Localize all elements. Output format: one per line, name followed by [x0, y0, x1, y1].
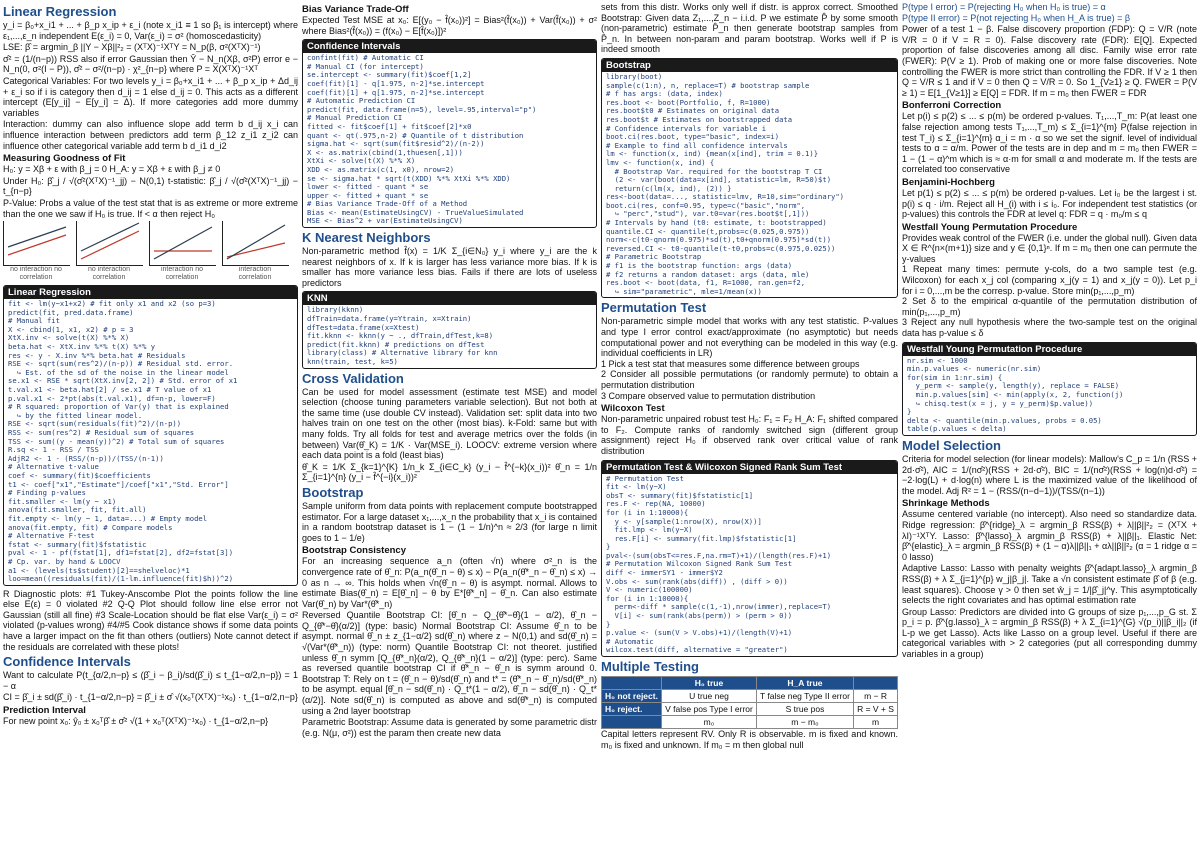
table-header: H_A true [756, 677, 853, 690]
text: Group Lasso: Predictors are divided into G groups of size p₁,...,p_G st. Σ p_i = p. β̂^{g.lasso}_λ = argmin_β RSS(β) + λ Σ_{i=1}^{G} √(p_i)||β_i||₂ (if L-p we get Lasso). Acts like Lasso on a group level. Useful if there are categorical variables with > 2 categories (put all corresponding dummy variables in a group) [902, 606, 1197, 660]
text: y_i = β₀+x_i1 + ... + β_p x_ip + ε_i (note x_i1 ≡ 1 so β₁ is intercept) where ε₁,...,ε_n independent E(ε_i) = 0, Var(ε_i) = σ² (homoscedasticity) [3, 20, 298, 41]
subheading: Prediction Interval [3, 705, 86, 717]
table-cell: R = V + S [854, 703, 898, 716]
subheading: Bias Variance Trade-Off [302, 4, 409, 15]
text: Reversed Quantile Bootstrap CI: [θ̂_n − Q_{θ̂*−θ̂}(1 − α/2), θ̂_n − Q_{θ̂*−θ̂}(α/2)] (type: basic) Normal Bootstrap CI: Assume θ̂_n to be asympt. normal θ̂_n ± z_{1−α/2} sd(θ̂_n) where z − N(0,1) and sd(θ̂_n) = √(Var*(θ̂*_n)) (type: norm) Quantile Bootstrap CI: not theoret. justified unless θ̂_n symm [Q_{θ̂*_n}(α/2), Q_{θ̂*_n}(1 − α/2)] (type: perc). Same as reversed quantile bootstrap CI if θ̂*_n − θ̂_n is symm around 0. Bootstrap T: Rely on t = (θ̂_n − θ)/sd(θ̂_n) and t* = (θ̂*_n − θ̂_n)/sd(θ̂*_n) to be asympt. equal [θ̂_n − sd(θ̂_n) · Q_t*(1 − α/2), θ̂_n − sd(θ̂_n) · Q_t*(α/2)]. Note sd(θ̂_n) is computed as above and sd(θ̂*_n) is computed using a 2nd layer bootstrap [302, 610, 597, 716]
code-box-title: Bootstrap [602, 59, 897, 72]
code-box-title: Linear Regression [4, 286, 297, 299]
text: H₀: y = Xβ + ε with β_j = 0 H_A: y = Xβ + ε with β_j ≠ 0 [3, 164, 221, 175]
table-cell: V false pos Type I error [662, 703, 757, 716]
multiple-testing-table [601, 676, 898, 729]
code-block: library(boot) sample(c(1:n), n, replace=T) # bootstrap sample # f has args: (data, index) res.boot <- boot(Portfolio, f, R=1000) res.boot$t0 # Estimates on original data res.boot$t # Estimates on bootstrapped data # Confidence intervals for variable i boot.ci(res.boot, type="basic", index=i) # Example to find all confidence intervals lm <- function(x, ind) {mean(x[ind], trim = 0.1)} lmv <- function(x, ind) { # Bootstrap Var. required for the bootstrap T CI (2 <- var(boot(data=x[ind], statistic=lm, R=50)$t) return(c(lm(x, ind), (2)) } res<-boot(data=..., statistic=lmv, R=10,sim="ordinary") boot.ci(res, conf=0.95, type=c("basic","norm", ↪ "perc","stud"), var.t0=var(res.boot$t[,1])) # Intervals by hand (t0: estimate, t: bootstrapped) quantile.CI <- quantile(t,probs=c(0.025,0.975)) norm<-c(t0-qnorm(0.975)*sd(t),t0+qnorm(0.975)*sd(t)) reversed.CI <- t0-quantile(t-t0,probs=c(0.975,0.025)) # Parametric Bootstrap # f1 is the bootstrap function: args (data) # f2 returns a random dataset: args (data, mle) res.boot <- boot(data, f1, R=1000, ran.gen=f2, ↪ sim="parametric", mle=1/mean(x)) [606, 71, 844, 296]
column-3 [601, 2, 898, 751]
text: For new point x₀: ŷ₀ ± x₀ᵀβ̂ ± σ̂² √(1 + x₀ᵀ(XᵀX)⁻¹x₀) · t_{1−α/2,n−p} [3, 716, 269, 727]
figure [149, 221, 216, 282]
code-box [302, 39, 597, 228]
column-4 [902, 2, 1197, 661]
figure-caption: interaction correlation [238, 266, 272, 282]
text: Capital letters represent RV. Only R is observable. m is fixed and known. m₀ is fixed and unknown. If m₀ = m then global null [601, 729, 898, 750]
code-box [902, 342, 1197, 436]
table-cell: m − R [854, 690, 898, 703]
table-cell: U true neg [662, 690, 757, 703]
code-box-title: KNN [303, 292, 596, 305]
figure [3, 221, 70, 282]
text: Sample uniform from data points with replacement compute bootstrapped estimator. For a large dataset x₁,...,x_n the probability that x_i is contained in a random bootstrap dataset is 1 − (1 − 1/n)^n ≈ 2/3 (for large n limit goes to 1 − 1/e) [302, 500, 597, 543]
text: Let p(1) ≤ p(2) ≤ ... ≤ p(m) be ordered p-values. Let i₀ be the largest i st. p(i) ≤ q · i/m. Reject all H_(i) with i ≤ i₀. For independent test statistics (or p-values) this controls the FDR at level q: FDR = q · m₀/m ≤ q [902, 187, 1197, 220]
figure [222, 221, 289, 282]
table-cell: m [854, 716, 898, 729]
text: Want to calculate P(t_{α/2,n−p} ≤ (β̂_i − β_i)/sd(β̂_i) ≤ t_{1−α/2,n−p}) = 1 − α [3, 670, 298, 691]
text: For an increasing sequence a_n (often √n) where σ²_n is the convergence rate of θ̂_n: P(a_n(θ̂_n − θ) ≤ x) − P(a_n(θ̂*_n − θ̂_n) ≤ x) → 0 as n → ∞. This holds when √n(θ̂_n − θ) is asympt. normal. Allows to estimate Bias(θ̂_n) = E[θ̂_n] − θ by E*[θ̂*_n] − θ̂_n. Can also estimate Var(θ̂_n) by Var*(θ̂*_n) [302, 556, 597, 609]
code-box [601, 460, 898, 657]
section-title: K Nearest Neighbors [302, 230, 431, 246]
section-title: Cross Validation [302, 370, 404, 386]
code-block: library(kknn) dfTrain=data.frame(y=Ytrain, x=Xtrain) dfTest=data.frame(x=Xtest) fit.kknn <- kknn(y ~ ., dfTrain,dfTest,k=8) predict(fit.kknn) # predictions on dfTest library(class) # Alternative library for knn knn(train, test, k=5) [307, 305, 498, 366]
code-box [302, 291, 597, 368]
figure-caption: no interaction correlation [87, 266, 131, 282]
interaction-figures [3, 221, 298, 282]
code-block: confint(fit) # Automatic CI # Manual CI (for intercept) se.intercept <- summary(fit)$coef[1,2] coef(fit)[1] - q[1.975, n-2]*se.intercept coef(fit)[1] + q[1.975, n-2]*se.intercept # Automatic Prediction CI predict(fit, data.frame(n=5), level=.95,interval="p") # Manual Prediction CI fitted <- fit$coef[1] + fit$coef[2]*x0 quant <- qt(.975,n-2) # Quantile of t distribution sigma.hat <- sqrt(sum(fit$resid^2)/(n-2)) X <- as.matrix(cbind(1,thuesen[,1])) XtXi <- solve(t(X) %*% X) XDD <- as.matrix(c(1, x0), nrow=2) se <- sigma.hat * sqrt(t(XDD) %*% XtXi %*% XDD) lower <- fitted - quant * se upper <- fitted + quant * se # Bias Variance Trade-Off of a Method Bias <- mean(EstimateUsingCV) - TrueValueSimulated MSE <- Bias^2 + var(EstimateUsingCV) [307, 53, 537, 226]
text: CI = β̂_i ± sd(β̂_i) · t_{1−α/2,n−p} = β̂_i ± σ̂ √(x₀ᵀ(XᵀX)⁻¹x₀) · t_{1−α/2,n−p} [3, 692, 298, 703]
table-cell: m − m₀ [756, 716, 853, 729]
text: sets from this distr. Works only well if distr. is approx correct. Smoothed Bootstrap: Given data Z₁,...,Z_n − i.i.d. P we estimate P̂ by some smooth (non-parametric) estimate P̂_n then generate bootstrap samples from P̂_n. In between non-param and param bootstrap. Works well if P is indeed smooth [601, 2, 898, 55]
subheading: Westfall Young Permutation Procedure [902, 221, 1078, 233]
subheading: Bonferroni Correction [902, 100, 1002, 112]
code-box-title: Confidence Intervals [303, 40, 596, 53]
table-row [602, 703, 898, 716]
text: Provides weak control of the FWER (i.e. under the global null). Given data X ∈ R^{n×(m+1)} size and y ∈ {0,1}ⁿ. If m = m₀ then one can permute the y-values 1 Repeat many times: permute y-cols, do a two sample test (e.g. Wilcoxon) for each x_j col (comparing x_j(y = 1) and x_j(y = 0)). Let p_i for i = 0,...,m be the corresp. p-value. Store min(p₁,...,p_m) 2 Set δ to the empirical α-quantile of the permutation distribution of min(p₁,...,p_m) 3 Reject any null hypothesis where the two-sample test on the original data has p-value ≤ δ [902, 232, 1197, 339]
code-block: fit <- lm(y~x1+x2) # fit only x1 and x2 (so p=3) predict(fit, pred.data.frame) # Manual fit X <- cbind(1, x1, x2) # p = 3 XtX.inv <- solve(t(X) %*% X) beta.hat <- XtX.inv %*% t(X) %*% y res <- y - X.inv %*% beta.hat # Residuals RSE <- sqrt(sum(res^2)/(n-p)) # Residual std. error. ↪ Est. of the sd of the noise in the linear model se.x1 <- RSE * sqrt(XtX.inv[2, 2]) # Std. error of x1 t.val.x1 <- beta.hat[2] / se.x1 # T value of x1 p.val.x1 <- 2*pt(abs(t.val.x1), df=n-p, lower=F) # R squared: proportion of Var(y) that is explained ↪ by the fitted linear model. RSE <- sqrt(sum(residuals(fit)^2)/(n-p)) RSS <- sum(res^2) # Residual sum of squares TSS <- sum((y - mean(y))^2) # Total sum of squares R.sq <- 1 - RSS / TSS AdjR2 <- 1 - (RSS/(n-p))/(TSS/(n-1)) # Alternative t-value coef <- summary(fit)$coefficients t1 <- coef["x1","Estimate"]/coef["x1","Std. Error"] # Finding p-values fit.smaller <- lm(y ~ x1) anova(fit.smaller, fit, fit.all) fit.empty <- lm(y ~ 1, data=...) # Empty model anova(fit.empty, fit) # Compare models # Alternative F-test fstat <- summary(fit)$fstatistic pval <- 1 - pf(fstat[1], df1=fstat[2], df2=fstat[3]) # Cp. var. by hand & LOOCV a1 <- (levels(ts$student)[2]==shelveloc)*1 loo=mean((residuals(fit)/(1-lm.influence(fit)$h))^2) [8, 299, 238, 584]
text: Criteria for model selection (for linear models): Mallow's C_p = 1/n (RSS + 2d·σ̂²), AIC = 1/(nσ̂²)(RSS + 2d·σ̂²), BIC = 1/(nσ̂²)(RSS + log(n)d·σ̂²) = −2·log(L) + d·log(n) where L is the maximized value of the likelihood of the model. Adj R² = 1 − (RSS/(n−d−1))/(TSS/(n−1)) [902, 453, 1197, 496]
table-cell: S true pos [756, 703, 853, 716]
table-cell: H₀ reject. [602, 703, 662, 716]
column-1 [3, 2, 298, 728]
table-cell [602, 716, 662, 729]
table-header: H₀ true [662, 677, 757, 690]
figure-caption: no interaction no correlation [10, 266, 62, 282]
text: σ̂² = (1/(n−p)) RSS also if error Gaussian then Ŷ − N_n(Xβ, σ²P) error e − N_n(0, σ²(I − P)), σ̂² − σ²/(n−p) · χ²_{n−p} where P = X(XᵀX)⁻¹Xᵀ [3, 53, 298, 75]
text: Expected Test MSE at x₀: E[(y₀ − f̂(x₀))²] = Bias²(f̂(x₀)) + Var(f̂(x₀)) + σ² where Bias²(f̂(x₀)) = (f(x₀) − E[f̂(x₀)])² [302, 15, 597, 36]
text: Can be used for model assessment (estimate test MSE) and model selection (choose tuning parameters variable selection). But not both at the same time (use double CV instead). Validation set: split data into two halves train on one test on the other (most bias). k-Fold: same but with many folds. Try all folds for test and average metrics over the folds (in between) Var(θ̂_K) = 1/K · Var(MSE_i). LOOCV: extreme version where each data point is a fold (least bias) [302, 386, 597, 461]
figure [76, 221, 143, 282]
text: Adaptive Lasso: Lasso with penalty weights β̂^{adapt.lasso}_λ argmin_β RSS(β) + λ Σ_{j=1}^{p} w_j|β_j|. Take a √n consistent estimate β̂ of β (e.g. least squares). Choose γ > 0 then set ŵ_j = 1/|β̂_j|^γ. This asymptotically selects the right covariates and has optimal estimation rate [902, 563, 1197, 606]
section-title: Permutation Test [601, 300, 707, 316]
table-row [602, 690, 898, 703]
section-title: Bootstrap [302, 484, 364, 500]
subheading: Bootstrap Consistency [302, 545, 406, 557]
table-cell: m₀ [662, 716, 757, 729]
table-row [602, 716, 898, 729]
text: Non-parametric method f̂(x) = 1/K Σ_{i∈N₀} y_i where y_i are the k nearest neighbors of x. If k is larger has less variance more bias. If k is smaller has more variance less bias. Fails if there are lots of useless predictors [302, 246, 597, 288]
text: Parametric Bootstrap: Assume data is generated by some parametric distr (e.g. N(μ, σ²)) est the param then create new data [302, 717, 597, 738]
text: Interaction: dummy can also influence slope add term b d_ij x_i can influence interaction between predictors add term β_12 z_i1 z_i2 can influence other categorical variable add term b d_i1 d_i2 [3, 119, 298, 151]
code-box-title: Permutation Test & Wilcoxon Signed Rank Sum Test [602, 461, 897, 474]
text: Under H₀: β̂_j / √(σ̂²(XᵀX)⁻¹_jj) − N(0,1) t-statistic: β̂_j / √(σ̂²(XᵀX)⁻¹_jj) − t_{n−p} [3, 175, 298, 197]
text: Assume centered variable (no intercept). Also need so standardize data. Ridge regression: β̂^{ridge}_λ = argmin_β RSS(β) + λ||β||²₂ = (XᵀX + λI)⁻¹XᵀY. Lasso: β̂^{lasso}_λ argmin_β RSS(β) + λ||β||₁. Elastic Net: β̂^{elastic}_λ = argmin_β RSS(β) + (1 − α)λ||β||₁ + αλ||β||²₂ (α = 1 ridge α = 0 lasso) [902, 509, 1197, 562]
code-block: nr.sim <- 1000 min.p.values <- numeric(nr.sim) for(sim in 1:nr.sim) { y_perm <- sample(y, length(y), replace = FALSE) min.p.values[sim] <- min(apply(x, 2, function(j) ↪ chisq.test(x = j, y = y_perm)$p.value)) } delta <- quantile(min.p.values, probs = 0.05) table(p.values < delta) [907, 355, 1124, 434]
table-cell: T false neg Type II error [756, 690, 853, 703]
figure-caption: interaction no correlation [160, 266, 204, 282]
code-box [601, 58, 898, 298]
table-header [602, 677, 662, 690]
table-header [854, 677, 898, 690]
text: Categorical Variables: For two levels y_i = β₀+x_i1 + ... + β_p x_ip + Δd_ij + ε_i so if i is category then d_ij = 1 else d_ij = 0. This acts as a different intercept (E[y_ij] − E[y_i] = Δ). If more categories add more dummy variables [3, 75, 298, 118]
table-cell: H₀ not reject. [602, 690, 662, 703]
code-box-title: Westfall Young Permutation Procedure [903, 343, 1196, 356]
section-title: Multiple Testing [601, 659, 699, 674]
subheading: Shrinkage Methods [902, 498, 990, 510]
text: P(type I error) = P(rejecting H₀ when H₀ is true) = α P(type II error) = P(not rejecting H₀ when H_A is true) = β [902, 2, 1131, 23]
code-box [3, 285, 298, 586]
text: Non-parametric unpaired robust test H₀: F₁ = F₂ H_A: F₁ shifted compared to F₂. Compute ranks of randomly switched sign (different group assignment) reject H₀ if observed rank over critical value of rank distribution [601, 414, 898, 456]
section-title: Linear Regression [3, 4, 117, 19]
text: R Diagnostic plots: #1 Tukey-Anscombe Plot the points follow the line else E(ε) = 0 violated #2 Q-Q Plot should follow line else error not Gaussian (still all fine) #3 Scale-Location should be flat else Var(ε_i) = σ² violated (p-values wrong) #4/#5 Cook distance shows if some data points have a larger impact on the fit than others (outliers) Note cannot detect if the residuals are correlated with these plots! [3, 588, 298, 652]
text: P-Value: Probs a value of the test stat that is as extreme or more extreme than the one we saw if H₀ is true. If < α then reject H₀ [3, 197, 298, 219]
text: Non-parametric simple model that works with any test statistic. P-values and type I error control exact/approximate (no asymptotic) but needs computational power and not everything can be modeled in this way (e.g. individual coefficients in LR) 1 Pick a test stat that measures some difference between groups 2 Consider all possible permutations (or randomly permute) to obtain a permutation distribution 3 Compare observed value to permutation distribution [601, 316, 898, 401]
subheading: Wilcoxon Test [601, 403, 665, 415]
code-block: # Permutation Test fit <- lm(y~X) obsT <- summary(fit)$fstatistic[1] res.F <- rep(NA, 10000) for (i in 1:10000){ y <- y[sample(1:nrow(X), nrow(X))] fit.lmp <- lm(y~X) res.F[i] <- summary(fit.lmp)$fstatistic[1] } pval<-(sum(obsT<=res.F,na.rm=T)+1)/(length(res.F)+1) # Permutation Wilcoxon Signed Rank Sum Test diff <- immerSY1 - immer$Y2 V.obs <- sum(rank(abs(diff)) , (diff > 0)) V <- numeric(100000) for (i in 1:10000){ perm<-diff * sample(c(1,-1),nrow(immer),replace=T) V[i] <- sum(rank(abs(perm)) > (perm > 0)) } p.value <- (sum(V > V.obs)+1)/(length(V)+1) # Automatic wilcox.test(diff, alternative = "greater") [606, 473, 832, 655]
text: Power of a test 1 − β. False discovery proportion (FDP): Q = V/R (note V/R = 0 if V = R = 0). False discovery rate (FDR): E[Q]. Expected proportion of false discoveries among all disc. Family wise error rate (FWER): P(V ≥ 1). Prob of making one or more false discoveries. Note controlling the FWER is more strict than controlling the FDR. If V ≥ 1 then Q = V/R ≤ 1 and if V = 0 then Q = V/R = 0. So 1_{V≥1} ≥ Q. FWER = P(V ≥ 1) = E[1_{V≥1}] ≥ E[Q] = FDR. If m = m₀ then FWER = FDR [902, 24, 1197, 98]
subheading: Benjamini-Hochberg [902, 176, 995, 188]
text: LSE: β̂ = argmin_β ||Y − Xβ||²₂ = (XᵀX)⁻¹XᵀY = N_p(β, σ²(XᵀX)⁻¹) [3, 42, 261, 53]
column-2 [302, 2, 597, 739]
section-title: Model Selection [902, 437, 1001, 453]
text: Let p(i) ≤ p(2) ≤ ... ≤ p(m) be ordered p-values. T₁,...,T_m: P(at least one false rejection among tests T₁,...,T_m) ≤ Σ_{i=1}^{m} P(false rejection in test T_i) ≤ Σ_{i=1}^{m} α_i = m · α so we set the signif. level of individual tests to α = α/m. Power of the tests are in dep and m = m₀ then FWER = 1 − (1 − α)^m which is ≈ α·m for small α and moderate m. If the tests are correlated too conservative [902, 111, 1197, 175]
subheading: Measuring Goodness of Fit [3, 153, 126, 165]
formula: θ̂_K = 1/K Σ_{k=1}^{K} 1/n_k Σ_{i∈C_k} (y_i − f̂^{−k}(x_i))² θ̂_n = 1/n Σ_{i=1}^{n} (y_i − f̂^{−i}(x_i))² [302, 461, 597, 483]
section-title: Confidence Intervals [3, 654, 131, 670]
